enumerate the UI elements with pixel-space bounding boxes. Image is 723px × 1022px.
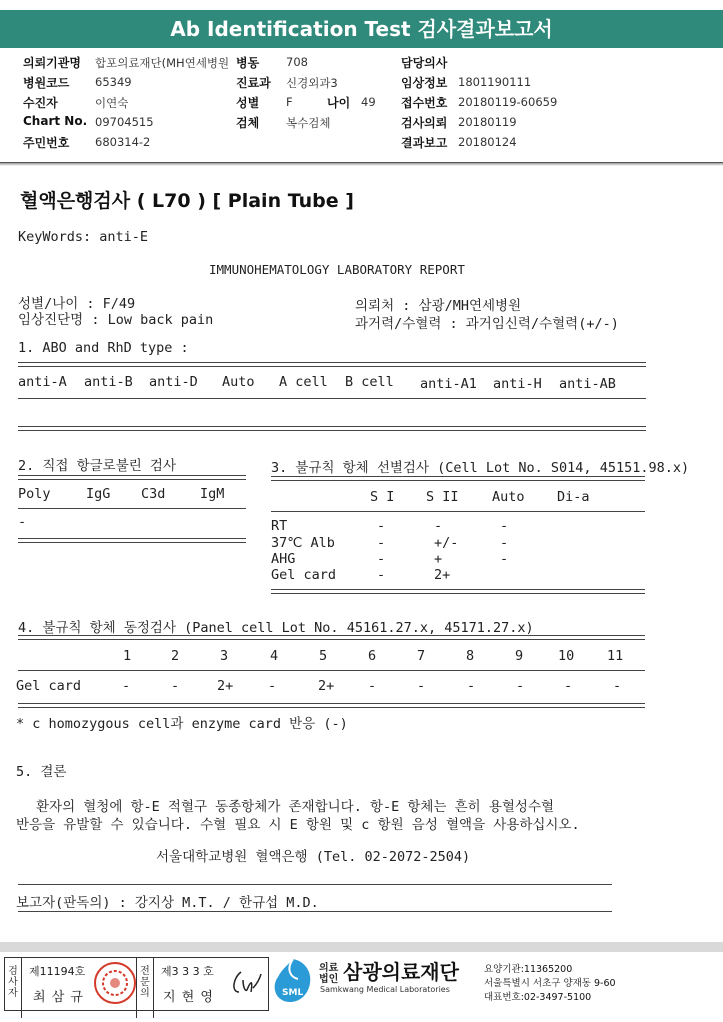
s3-title: 3. 불규칙 항체 선별검사 (Cell Lot No. S014, 45151.98.x) [271,460,690,476]
s1-header: anti-D [149,374,198,390]
s4-header: 6 [368,648,377,664]
examiner-seal [94,962,136,1004]
s2-title: 2. 직접 항글로불린 검사 [18,458,177,474]
s4-header: 7 [417,648,426,664]
specialist-license: 제3 3 3 호 [161,965,214,978]
s2-top-rule [18,475,246,480]
s1-top-rule [18,362,646,367]
s3-cell: - [500,535,509,551]
s2-header: C3d [141,486,166,502]
s4-cell: - [564,678,573,694]
reporter-bottom-rule [18,911,612,912]
org-small-label: 의료법인 [319,963,339,985]
s1-mid-rule [18,398,646,399]
s4-row-label: Gel card [16,678,82,694]
request-label: 검사의뢰 [401,116,448,130]
report-date-value: 20180124 [458,135,517,149]
s4-bottom-rule [18,703,645,708]
s4-cell: - [417,678,426,694]
reporter-top-rule [18,884,612,885]
examiner-name: 최 삼 규 [33,990,84,1005]
requester-line: 의뢰처 : 삼광/MH연세병원 [355,298,522,314]
hospital-code-label: 병원코드 [23,76,70,90]
id-label: 주민번호 [23,136,70,150]
s3-cell: 2+ [434,567,451,583]
header-divider-shadow [0,163,723,166]
s1-header: anti-AB [559,376,616,392]
org-phone: 대표번호:02-3497-5100 [484,992,592,1003]
s3-header: Auto [492,489,525,505]
s4-header: 11 [607,648,624,664]
s4-header: 1 [123,648,132,664]
conclusion-line-2: 반응을 유발할 수 있습니다. 수혈 필요 시 E 항원 및 c 항원 음성 혈액을 사용하십시오. [16,817,580,833]
s4-mid-rule [18,670,645,671]
s4-cell: 2+ [318,678,335,694]
s3-cell: - [377,567,386,583]
s3-bottom-rule [271,589,645,594]
s4-cell: - [516,678,525,694]
sex-age-line: 성별/나이 : F/49 [18,296,136,312]
specimen-label: 검체 [236,116,260,130]
conclusion-line-1: 환자의 혈청에 항-E 적혈구 동종항체가 존재합니다. 항-E 항체는 흔히 용혈성수혈 [36,799,555,815]
dept-label: 진료과 [236,76,271,90]
signature-icon [227,968,263,998]
chart-value: 09704515 [95,115,154,129]
specimen-value: 복수검체 [286,116,331,130]
report-title: Ab Identification Test 검사결과보고서 [0,10,723,48]
s3-mid-rule [271,511,645,512]
s1-header: B cell [345,374,394,390]
s1-header: anti-H [493,376,542,392]
s5-title: 5. 결론 [16,764,67,780]
s4-cell: - [268,678,277,694]
sml-logo-icon [270,955,316,1007]
s4-title: 4. 불규칙 항체 동정검사 (Panel cell Lot No. 45161.27.x, 45171.27.x) [18,620,534,636]
s2-header: Poly [18,486,51,502]
hospital-contact: 서울대학교병원 혈액은행 (Tel. 02-2072-2504) [156,849,471,865]
hospital-value: 합포의료재단(MH연세병원 [95,56,230,70]
s4-cell: 2+ [217,678,234,694]
org-english: Samkwang Medical Laboratories [320,985,450,994]
s3-cell: - [500,518,509,534]
chart-label: Chart No. [23,114,88,128]
examiner-license: 제11194호 [29,965,86,978]
receipt-label: 접수번호 [401,96,448,110]
sex-value: F [286,95,293,109]
reporter-line: 보고자(판독의) : 강지상 M.T. / 한규섭 M.D. [16,895,319,911]
s4-cell: - [122,678,131,694]
s3-cell: - [500,551,509,567]
s2-value: - [18,514,27,530]
org-code: 요양기관:11365200 [484,964,573,975]
history-line: 과거력/수혈력 : 과거임신력/수혈력(+/-) [355,316,619,332]
s3-header: Di-a [557,489,590,505]
s1-header: anti-B [84,374,133,390]
id-value: 680314-2 [95,135,151,149]
s4-header: 10 [558,648,575,664]
clinical-info-label: 임상정보 [401,76,448,90]
ward-label: 병동 [236,56,260,70]
ward-value: 708 [286,55,308,69]
s4-cell: - [613,678,622,694]
s1-header: anti-A1 [420,376,477,392]
s4-cell: - [467,678,476,694]
s2-header: IgM [200,486,225,502]
s2-bottom-rule [18,538,246,543]
s3-row-label: 37℃ Alb [271,535,335,551]
org-address: 서울특별시 서초구 양재동 9-60 [484,978,616,989]
lab-title: IMMUNOHEMATOLOGY LABORATORY REPORT [209,262,465,277]
patient-label: 수진자 [23,96,58,110]
patient-value: 이연숙 [95,96,129,110]
section-title: 혈액은행검사 ( L70 ) [ Plain Tube ] [20,190,354,212]
hospital-label: 의뢰기관명 [23,56,81,70]
age-value: 49 [361,95,376,109]
dept-value: 신경외과3 [286,76,338,90]
s3-cell: +/- [434,535,459,551]
s4-note: * c homozygous cell과 enzyme card 반응 (-) [16,716,348,732]
s3-cell: - [377,551,386,567]
s3-cell: - [434,518,443,534]
s3-cell: - [377,518,386,534]
s1-title: 1. ABO and RhD type : [18,340,189,356]
s3-row-label: Gel card [271,567,337,583]
specialist-name: 지 현 영 [163,990,214,1005]
s3-header: S II [426,489,459,505]
s4-header: 3 [220,648,229,664]
s4-header: 8 [466,648,475,664]
s4-header: 2 [171,648,180,664]
logo-text: SML [282,988,304,998]
age-label: 나이 [327,96,351,110]
s3-row-label: AHG [271,551,296,567]
hospital-code-value: 65349 [95,75,132,89]
specialist-label: 전문의 [136,958,154,1018]
keywords: KeyWords: anti-E [18,229,149,245]
s1-header: anti-A [18,374,67,390]
report-date-label: 결과보고 [401,136,448,150]
request-value: 20180119 [458,115,517,129]
diagnosis-line: 임상진단명 : Low back pain [18,312,214,328]
s4-header: 5 [319,648,328,664]
s1-header: Auto [222,374,255,390]
s3-top-rule [271,476,645,481]
clinical-info-value: 1801190111 [458,75,532,89]
s3-cell: - [377,535,386,551]
receipt-value: 20180119-60659 [458,95,558,109]
signature-box [4,957,269,1011]
s3-header: S I [370,489,395,505]
s2-mid-rule [18,508,246,509]
sex-label: 성별 [236,96,260,110]
org-name: 삼광의료재단 [343,960,459,984]
s2-header: IgG [86,486,111,502]
seal-pattern-icon [96,964,134,1002]
s4-cell: - [171,678,180,694]
s4-cell: - [368,678,377,694]
s4-header: 4 [270,648,279,664]
s1-bottom-rule [18,426,646,431]
s3-cell: + [434,551,443,567]
footer-band [0,942,723,952]
doctor-label: 담당의사 [401,56,448,70]
s4-top-rule [18,635,645,640]
s4-header: 9 [515,648,524,664]
s1-header: A cell [279,374,328,390]
examiner-label: 검사자 [5,958,22,1018]
s3-row-label: RT [271,518,288,534]
